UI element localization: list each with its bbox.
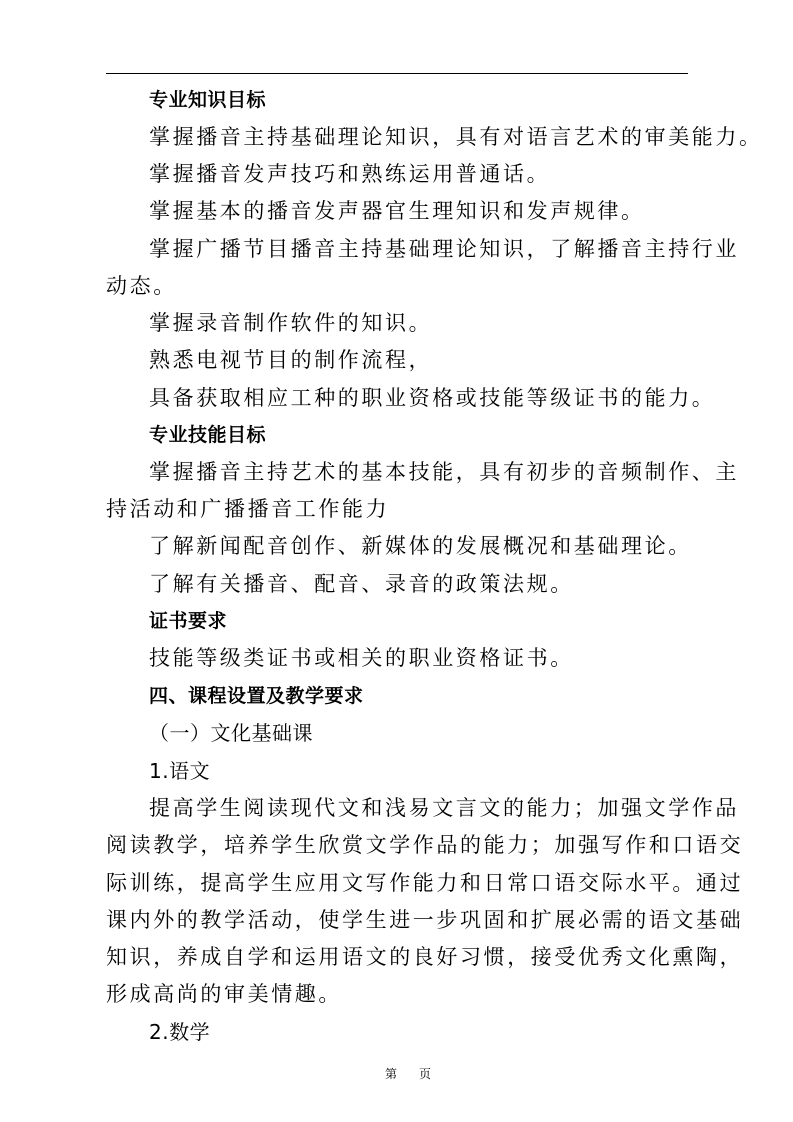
paragraph-line: 动态。 [106,274,177,298]
paragraph-line: 熟悉电视节目的制作流程， [149,348,433,372]
paragraph-line: 掌握播音主持基础理论知识，具有对语言艺术的审美能力。 [149,125,763,149]
paragraph-line: 具备获取相应工种的职业资格或技能等级证书的能力。 [149,386,716,410]
paragraph-line: 掌握广播节目播音主持基础理论知识，了解播音主持行业 [149,237,739,261]
heading-knowledge-goals: 专业知识目标 [149,89,267,111]
paragraph-line: 掌握播音主持艺术的基本技能，具有初步的音频制作、主 [149,460,739,484]
paragraph-line: 持活动和广播播音工作能力 [106,497,390,521]
paragraph-line: 掌握录音制作软件的知识。 [149,311,433,335]
paragraph-line: 了解新闻配音创作、新媒体的发展概况和基础理论。 [149,534,692,558]
paragraph-line: 掌握播音发声技巧和熟练运用普通话。 [149,162,551,186]
paragraph-line: 课内外的教学活动，使学生进一步巩固和扩展必需的语文基础 [106,908,744,932]
paragraph-line: 掌握基本的播音发声器官生理知识和发声规律。 [149,199,645,223]
subsection-heading-culture-courses: （一）文化基础课 [149,721,313,745]
paragraph-line: 阅读教学，培养学生欣赏文学作品的能力；加强写作和口语交 [106,833,744,857]
item-heading-chinese: 1.语文 [149,759,211,783]
footer-page-suffix: 页 [419,1067,432,1081]
paragraph-line: 际训练，提高学生应用文写作能力和日常口语交际水平。通过 [106,871,744,895]
item-heading-math: 2.数学 [149,1020,211,1044]
paragraph-line: 技能等级类证书或相关的职业资格证书。 [149,646,574,670]
paragraph-line: 知识，养成自学和运用语文的良好习惯，接受优秀文化熏陶， [106,945,744,969]
paragraph-line: 了解有关播音、配音、录音的政策法规。 [149,572,574,596]
header-rule [106,73,688,74]
heading-skill-goals: 专业技能目标 [149,424,267,446]
paragraph-line: 提高学生阅读现代文和浅易文言文的能力；加强文学作品 [149,796,739,820]
section-heading-curriculum: 四、课程设置及教学要求 [149,685,364,707]
paragraph-line: 形成高尚的审美情趣。 [106,982,342,1006]
heading-certificate-requirements: 证书要求 [149,610,228,632]
footer-page-prefix: 第 [385,1067,398,1081]
